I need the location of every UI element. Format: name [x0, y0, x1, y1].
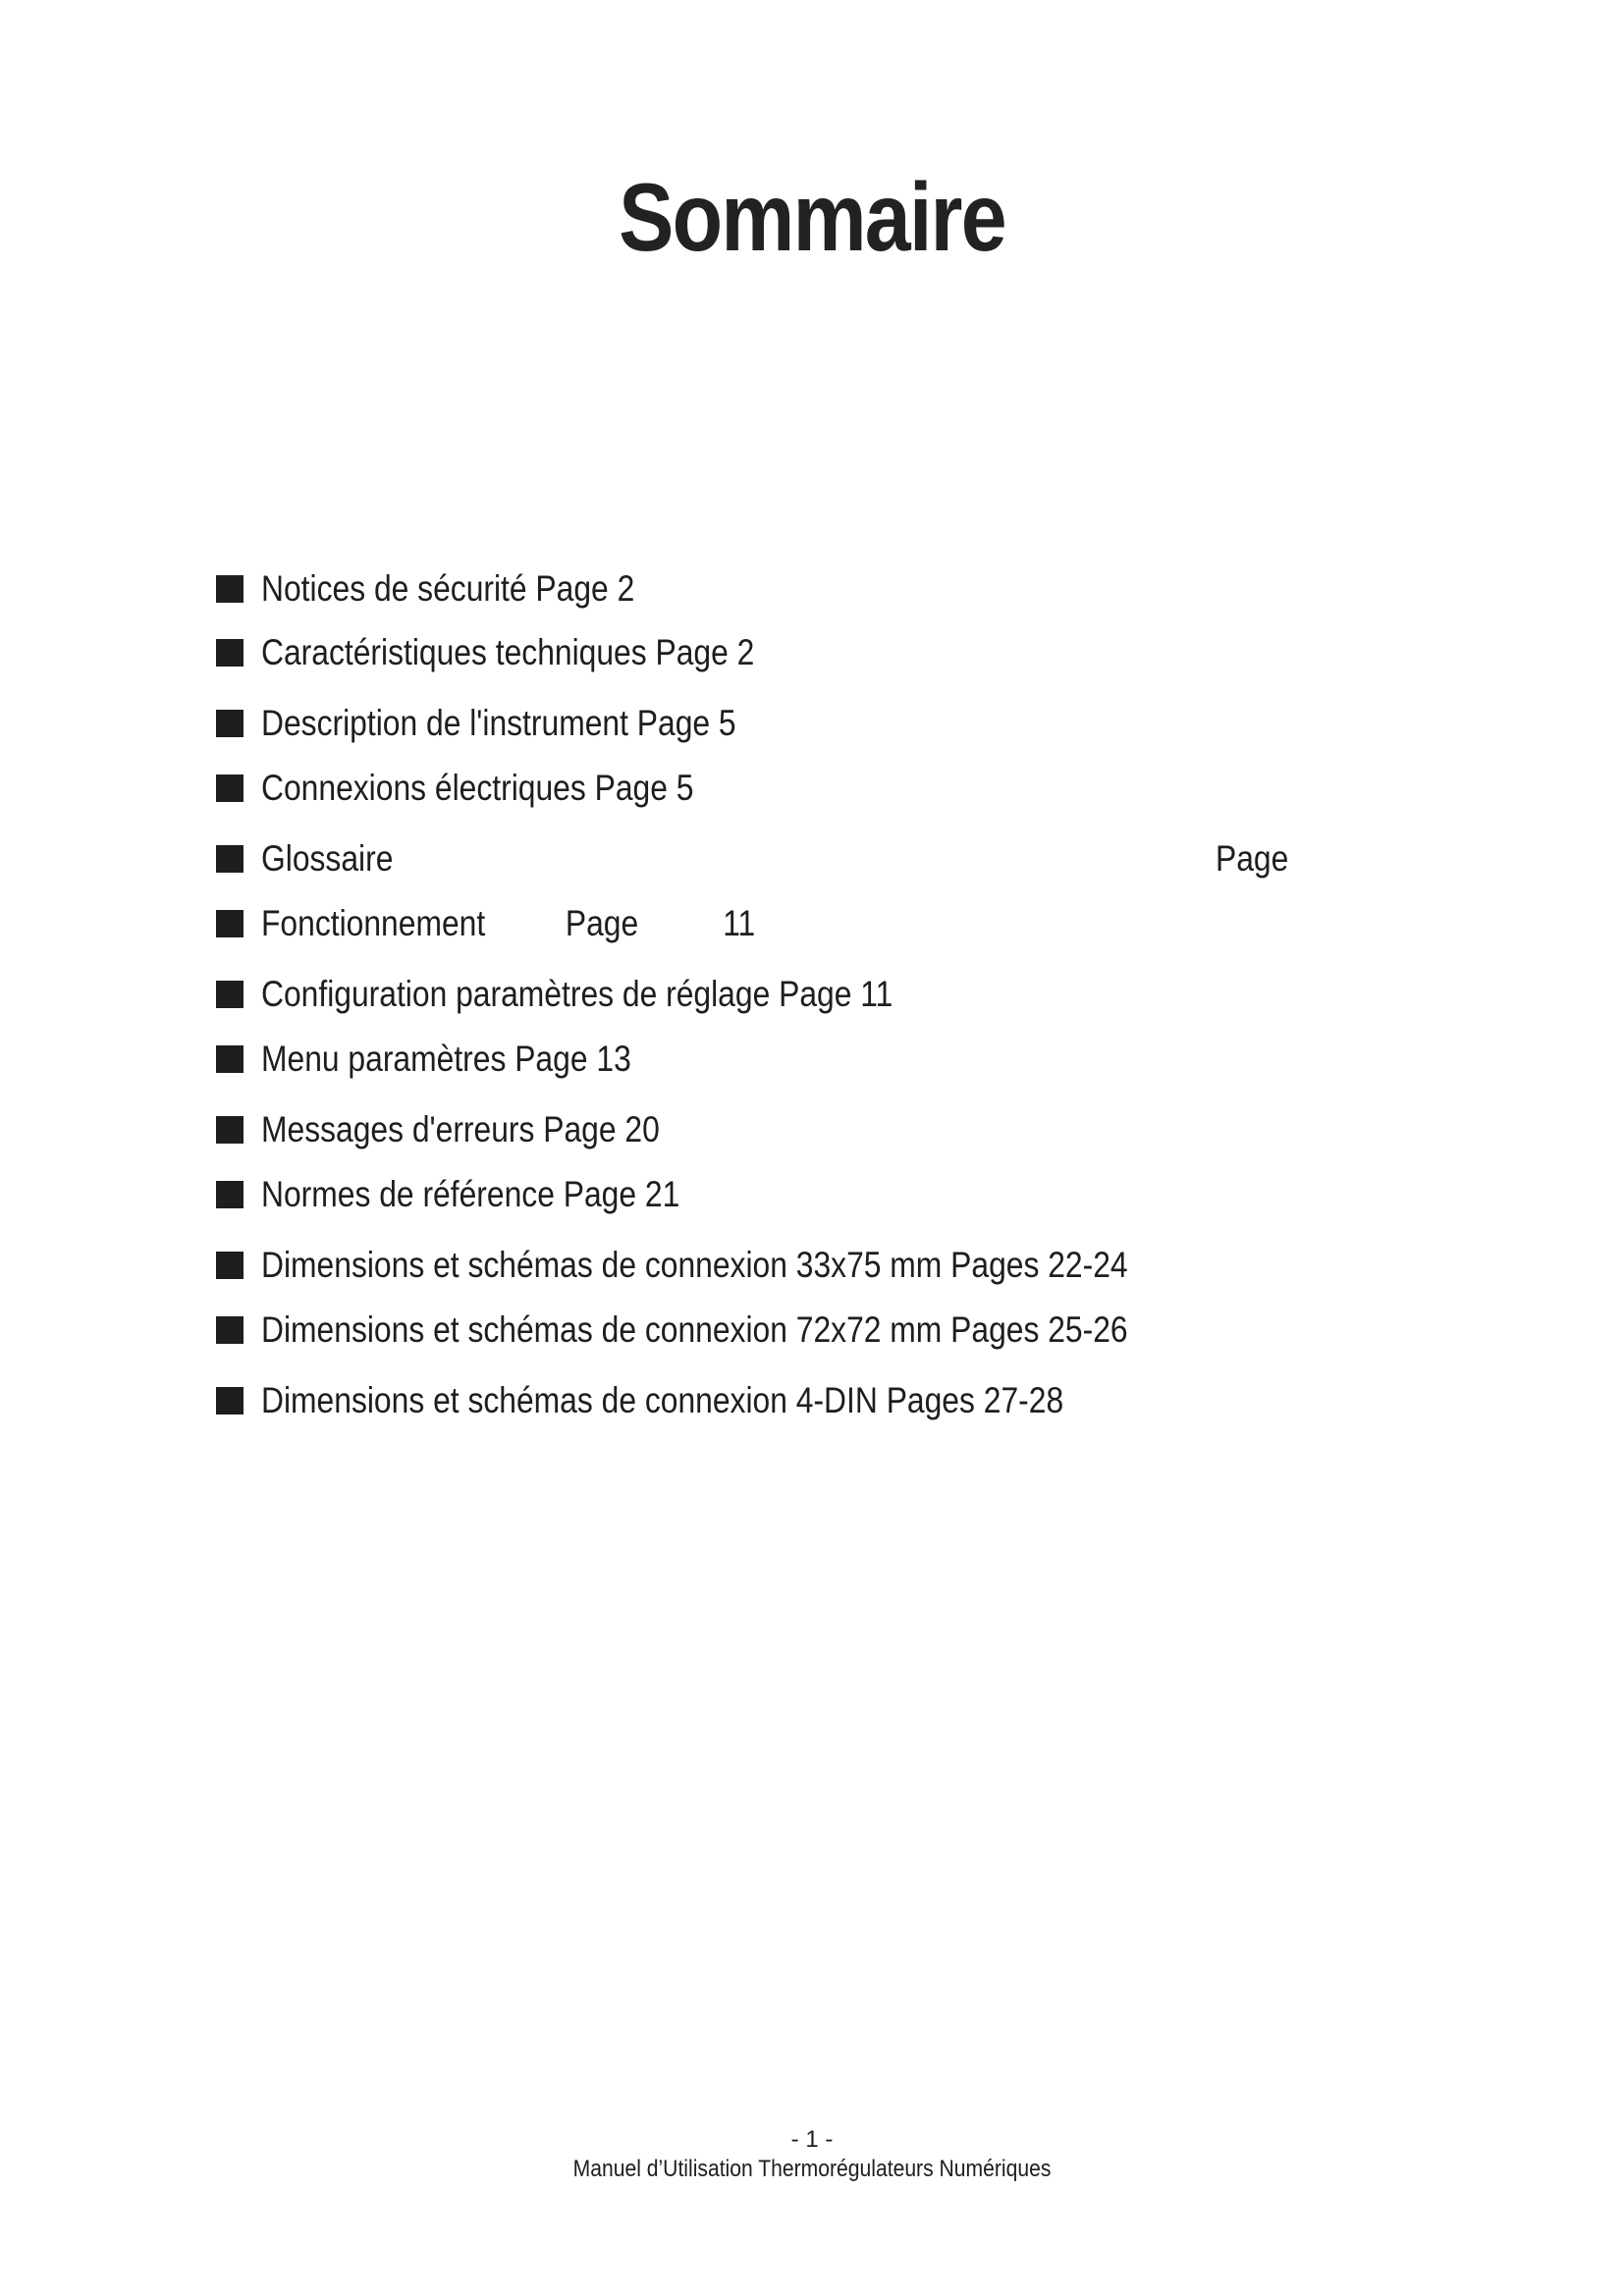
toc-entry-text: Menu paramètres Page 13 [261, 1039, 631, 1079]
toc-entry-label: Fonctionnement [261, 903, 486, 943]
toc-entry-text: Glossaire [261, 838, 394, 879]
square-bullet-icon [216, 575, 244, 603]
toc-entry-text: Dimensions et schémas de connexion 72x72 mm Pages 25-26 [261, 1309, 1128, 1350]
footer-page-number: - 1 - [790, 2126, 834, 2153]
square-bullet-icon [216, 1387, 244, 1415]
toc-entry-text: Normes de référence Page 21 [261, 1174, 680, 1214]
square-bullet-icon [216, 1316, 244, 1344]
toc-entry-text: Notices de sécurité Page 2 [261, 568, 635, 609]
page-title: Sommaire [619, 163, 1005, 271]
toc-page-label: Page [1216, 838, 1289, 879]
toc-entry-text [261, 902, 755, 945]
toc-entry-text: Description de l'instrument Page 5 [261, 703, 736, 743]
toc-entry-text: Caractéristiques techniques Page 2 [261, 632, 755, 672]
square-bullet-icon [216, 774, 244, 802]
square-bullet-icon [216, 710, 244, 737]
square-bullet-icon [216, 1252, 244, 1279]
square-bullet-icon [216, 1116, 244, 1144]
toc-entry-text: Configuration paramètres de réglage Page 11 [261, 974, 893, 1014]
toc-page-number: 11 [723, 903, 756, 943]
toc-entry-text: Dimensions et schémas de connexion 33x75 mm Pages 22-24 [261, 1245, 1128, 1285]
square-bullet-icon [216, 639, 244, 667]
square-bullet-icon [216, 910, 244, 937]
footer-document-title: Manuel d’Utilisation Thermorégulateurs Numériques [572, 2156, 1052, 2182]
toc-entry-text: Messages d'erreurs Page 20 [261, 1109, 660, 1149]
square-bullet-icon [216, 1181, 244, 1208]
toc-entry-text: Dimensions et schémas de connexion 4-DIN Pages 27-28 [261, 1380, 1064, 1420]
toc-entry-text: Connexions électriques Page 5 [261, 768, 694, 808]
square-bullet-icon [216, 981, 244, 1008]
square-bullet-icon [216, 845, 244, 873]
toc-page-label: Page [565, 903, 639, 943]
square-bullet-icon [216, 1045, 244, 1073]
